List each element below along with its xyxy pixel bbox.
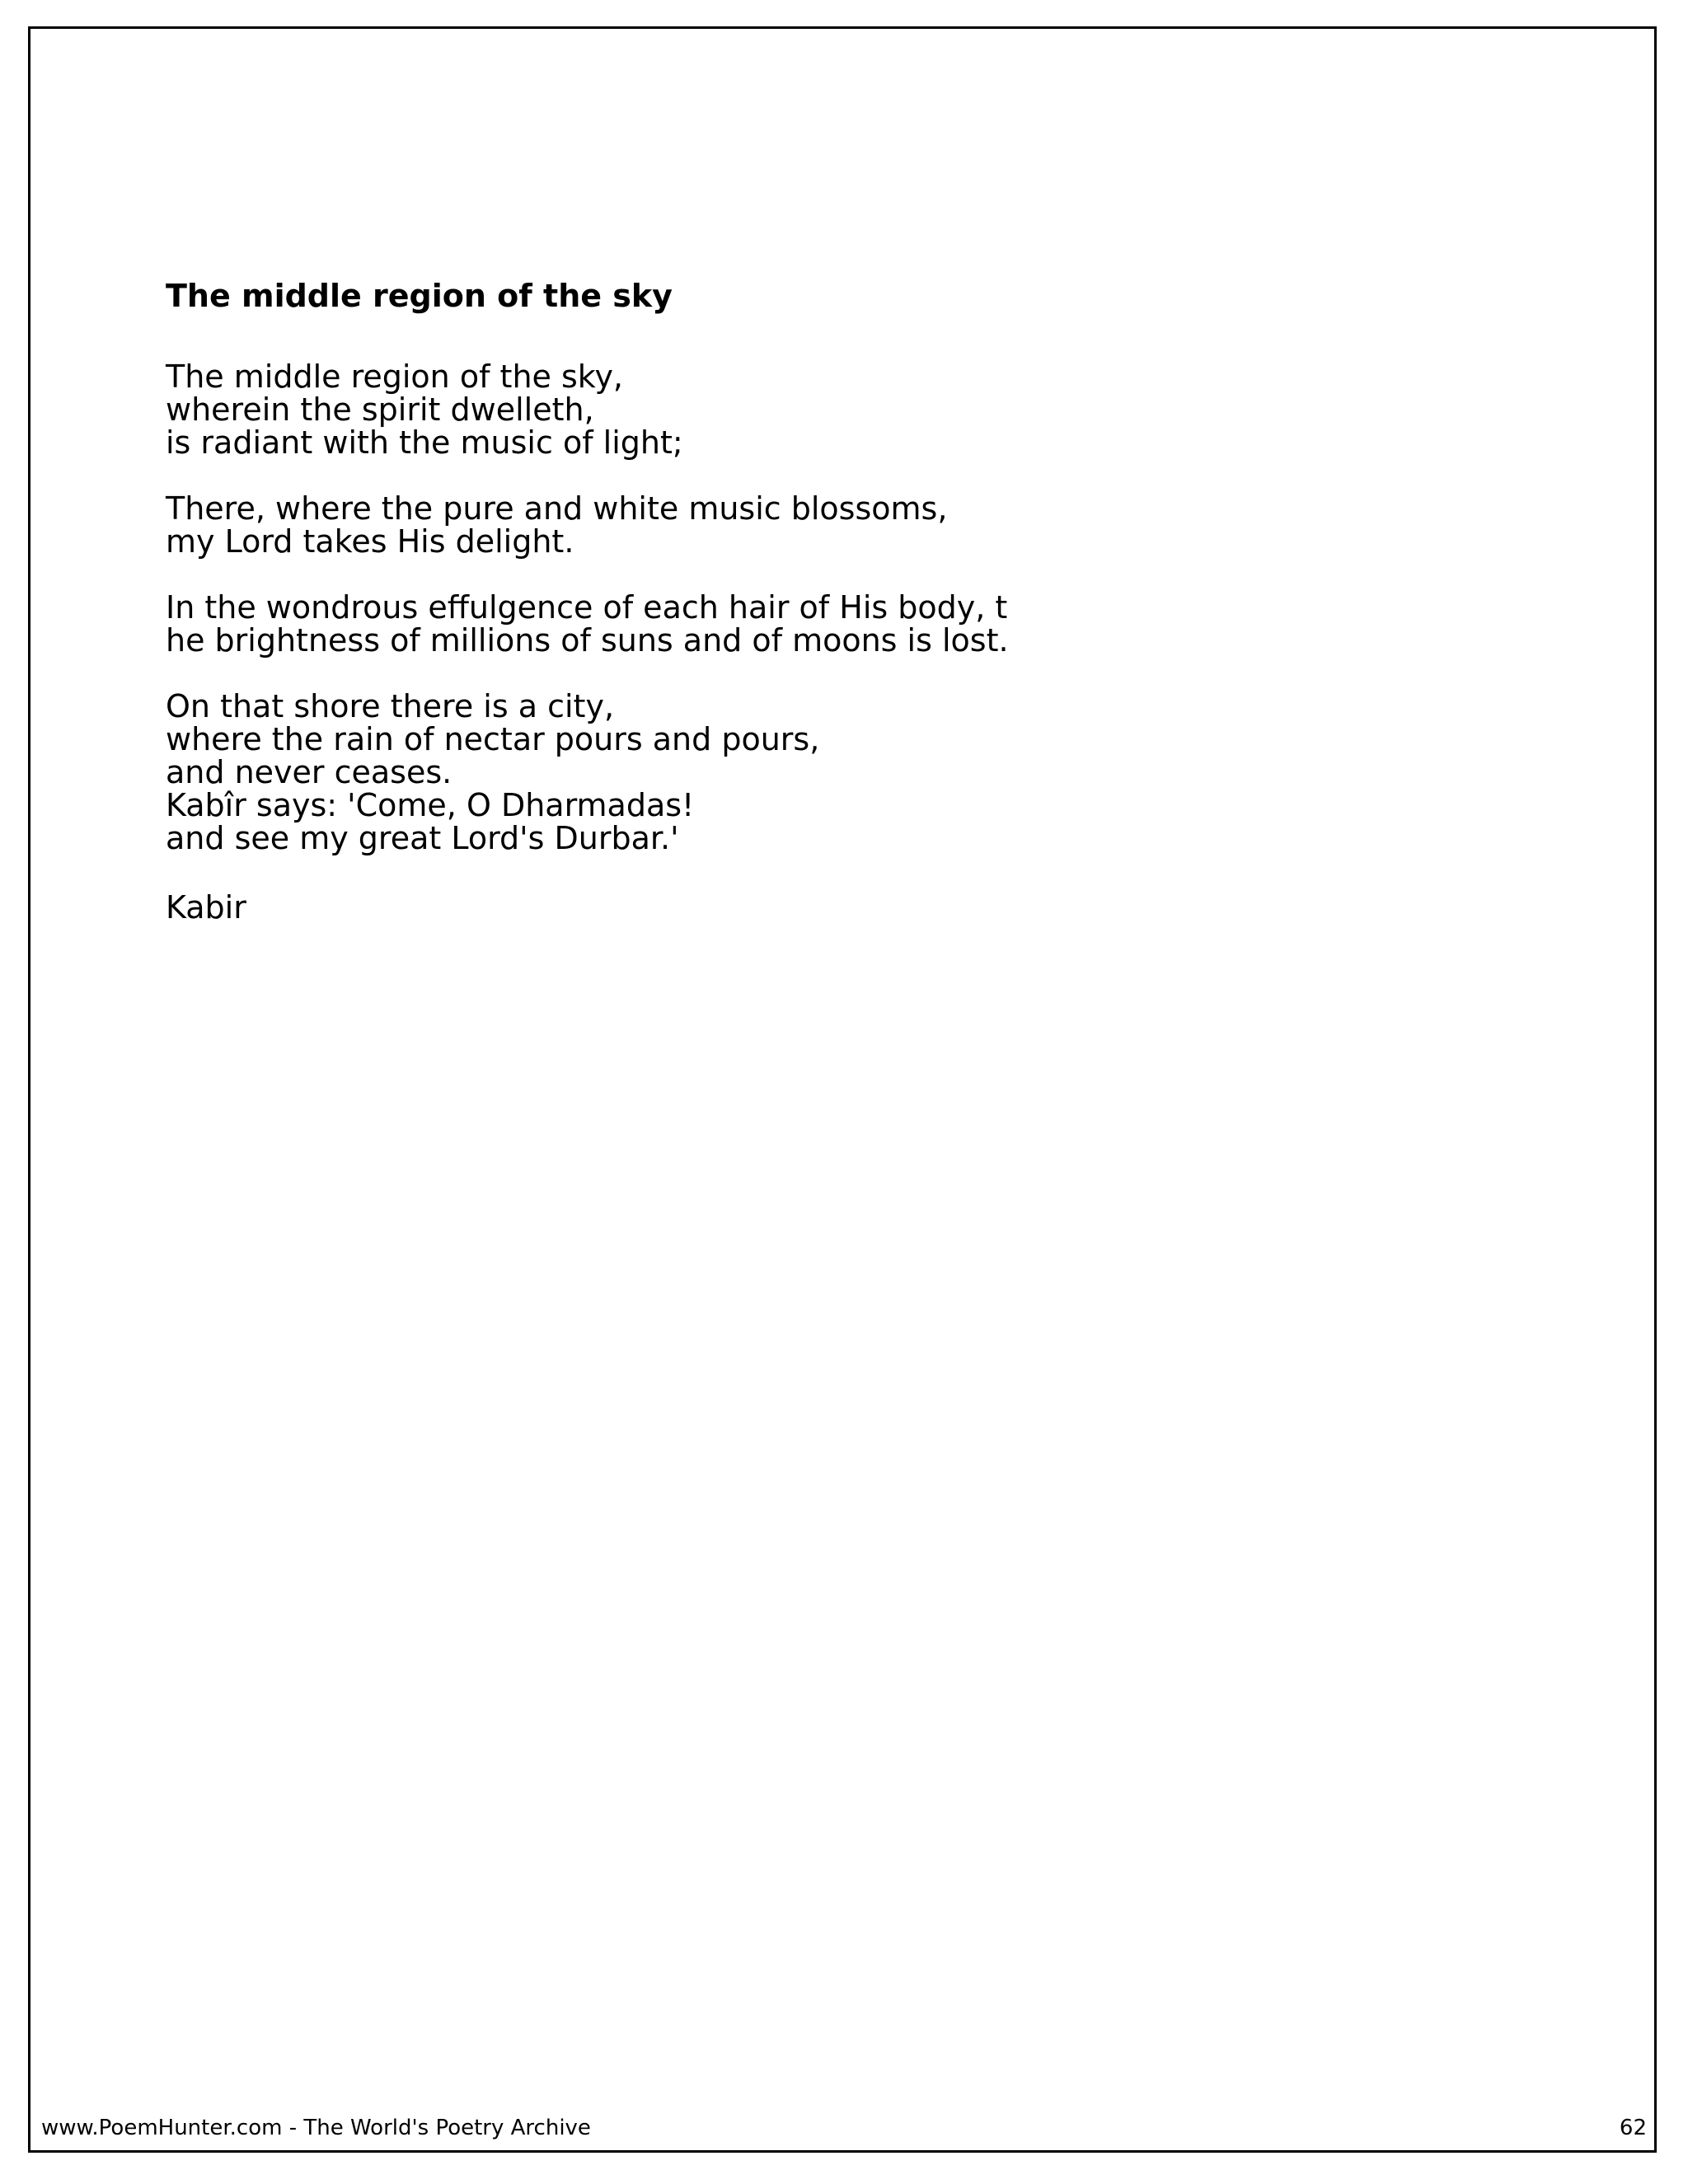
page-border: [28, 26, 1657, 2153]
stanza-3: [166, 591, 1009, 657]
stanza-4: [166, 690, 1009, 855]
poem-line: is radiant with the music of light;: [166, 424, 683, 461]
poem-line: he brightness of millions of suns and of moons is lost.: [166, 622, 1009, 658]
poem-line: wherein the spirit dwelleth,: [166, 391, 594, 428]
page-number: 62: [1619, 2116, 1647, 2140]
poem-author: Kabir: [166, 889, 246, 926]
stanza-1: [166, 360, 1009, 459]
poem-line: There, where the pure and white music blossoms,: [166, 490, 948, 527]
poem-line: where the rain of nectar pours and pours,: [166, 721, 820, 757]
poem-line: The middle region of the sky,: [166, 359, 624, 395]
footer-source: www.PoemHunter.com - The World's Poetry Archive: [41, 2116, 591, 2140]
poem-title: The middle region of the sky: [166, 278, 673, 314]
poem-body: [166, 360, 1009, 888]
poem-line: On that shore there is a city,: [166, 688, 615, 724]
poem-line: In the wondrous effulgence of each hair of His body, t: [166, 589, 1008, 626]
stanza-2: [166, 492, 1009, 558]
poem-line: and see my great Lord's Durbar.': [166, 820, 679, 856]
poem-line: and never ceases.: [166, 754, 452, 790]
poem-line: Kabîr says: 'Come, O Dharmadas!: [166, 787, 695, 823]
poem-line: my Lord takes His delight.: [166, 523, 574, 560]
